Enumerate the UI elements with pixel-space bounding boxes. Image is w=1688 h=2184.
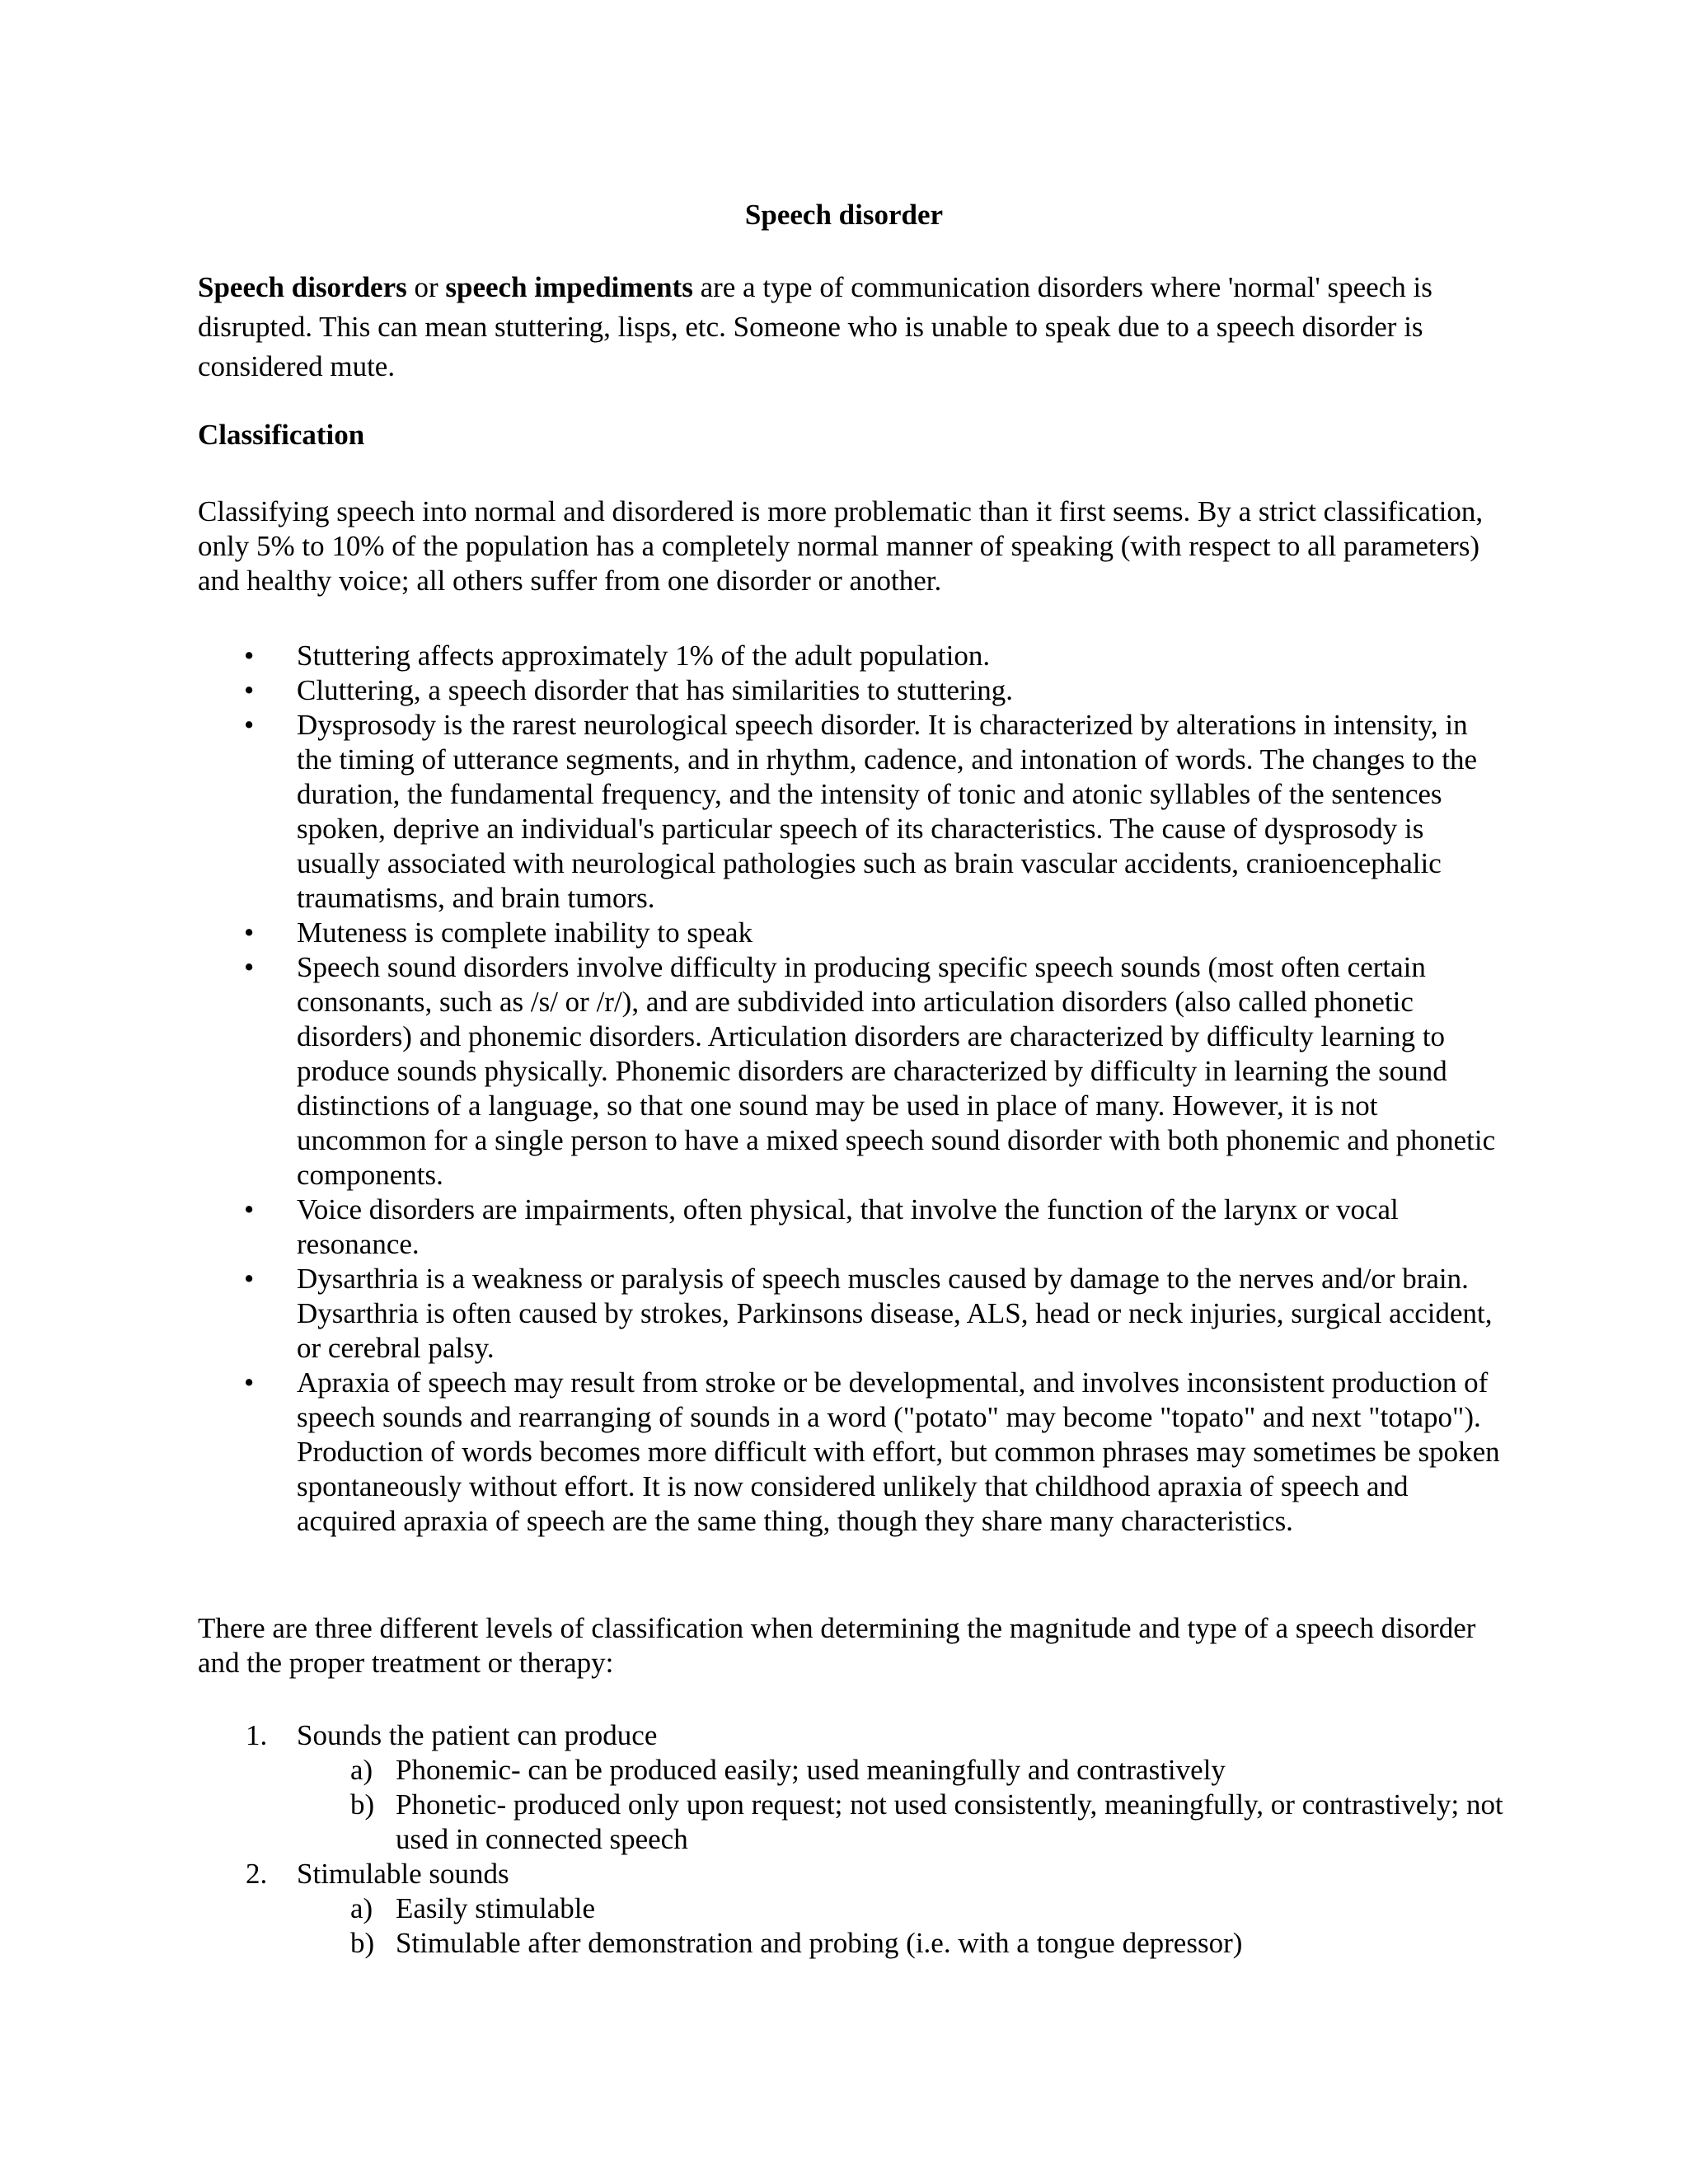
level-item — [198, 1857, 1517, 1961]
sublist-letter: b) — [350, 1927, 375, 1959]
sublist-item — [297, 1891, 1517, 1926]
sublist-item — [297, 1926, 1517, 1961]
sublist-item — [297, 1788, 1517, 1857]
bullet-apraxia: • Apraxia of speech may result from stroke or be developmental, and involves inconsistent production of speech sounds and rearranging of sounds in a word ("potato" may become "topato" and next "totapo"). Production of words becomes more difficult with effort, but common phrases may sometimes be spoken spontaneously without effort. It is now considered unlikely that childhood apraxia of speech and acquired apraxia of speech are the same thing, though they share many characteristics. — [198, 1366, 1500, 1539]
intro-connector: or — [406, 271, 446, 303]
level-number: 2. — [246, 1858, 268, 1890]
intro-term-speech-impediments: speech impediments — [445, 271, 693, 303]
classification-levels-list — [198, 1718, 1517, 1961]
bullet-speech-sound-disorders: • Speech sound disorders involve difficulty in producing specific speech sounds (most often certain consonants, such as /s/ or /r/), and are subdivided into articulation disorders (also called phonetic disorders) and phonemic disorders. Articulation disorders are characterized by difficulty learning to produce sounds physically. Phonemic disorders are characterized by difficulty in learning the sound distinctions of a language, so that one sound may be used in place of many. However, it is not uncommon for a single person to have a mixed speech sound disorder with both phonemic and phonetic components. — [198, 950, 1500, 1193]
bullet-stuttering: • Stuttering affects approximately 1% of the adult population. — [198, 639, 1500, 673]
intro-text: are a type of communication disorders where 'normal' speech is disrupted. This can mean stuttering, lisps, etc. Someone who is unable to speak due to a speech disorder is considered mute. — [198, 271, 1432, 382]
bullet-muteness: • Muteness is complete inability to speak — [198, 916, 1500, 950]
bullet-cluttering: • Cluttering, a speech disorder that has similarities to stuttering. — [198, 673, 1500, 708]
sublist-text: Easily stimulable — [396, 1892, 596, 1924]
sublist-text: Phonemic- can be produced easily; used meaningfully and contrastively — [396, 1754, 1226, 1786]
bullet-dysarthria: • Dysarthria is a weakness or paralysis of speech muscles caused by damage to the nerves and/or brain. Dysarthria is often caused by strokes, Parkinsons disease, ALS, head or neck injuries, surgical accident, or cerebral palsy. — [198, 1262, 1500, 1366]
level-label: Sounds the patient can produce — [297, 1719, 658, 1751]
level-item — [198, 1718, 1517, 1857]
intro-term-speech-disorders: Speech disorders — [198, 271, 407, 303]
bullet-dysprosody: • Dysprosody is the rarest neurological speech disorder. It is characterized by alterations in intensity, in the timing of utterance segments, and in rhythm, cadence, and intonation of words. The changes to the duration, the fundamental frequency, and the intensity of tonic and atonic syllables of the sentences spoken, deprive an individual's particular speech of its characteristics. The cause of dysprosody is usually associated with neurological pathologies such as brain vascular accidents, cranioencephalic traumatisms, and brain tumors. — [198, 708, 1500, 916]
sublist-text: Phonetic- produced only upon request; not used consistently, meaningfully, or contrastively; not used in connected speech — [396, 1788, 1503, 1855]
sublist-text: Stimulable after demonstration and probing (i.e. with a tongue depressor) — [396, 1927, 1243, 1959]
classification-paragraph: Classifying speech into normal and disordered is more problematic than it first seems. By a strict classification, only 5% to 10% of the population has a completely normal manner of speaking (with respect to all parameters) and healthy voice; all others suffer from one disorder or another. — [198, 495, 1484, 597]
level-sublist — [297, 1891, 1517, 1961]
sublist-item — [297, 1753, 1517, 1788]
classification-heading: Classification — [198, 419, 365, 451]
bullet-voice-disorders: • Voice disorders are impairments, often physical, that involve the function of the larynx or vocal resonance. — [198, 1193, 1500, 1262]
sublist-letter: a) — [350, 1754, 373, 1786]
level-label: Stimulable sounds — [297, 1858, 509, 1890]
levels-intro-paragraph: There are three different levels of classification when determining the magnitude and type of a speech disorder and the proper treatment or therapy: — [198, 1612, 1476, 1679]
sublist-letter: a) — [350, 1892, 373, 1924]
level-number: 1. — [246, 1719, 268, 1751]
intro-paragraph — [198, 268, 1492, 387]
level-sublist — [297, 1753, 1517, 1857]
page-title: Speech disorder — [744, 199, 944, 231]
sublist-letter: b) — [350, 1788, 375, 1821]
disorder-bullet-list — [198, 639, 1500, 1539]
